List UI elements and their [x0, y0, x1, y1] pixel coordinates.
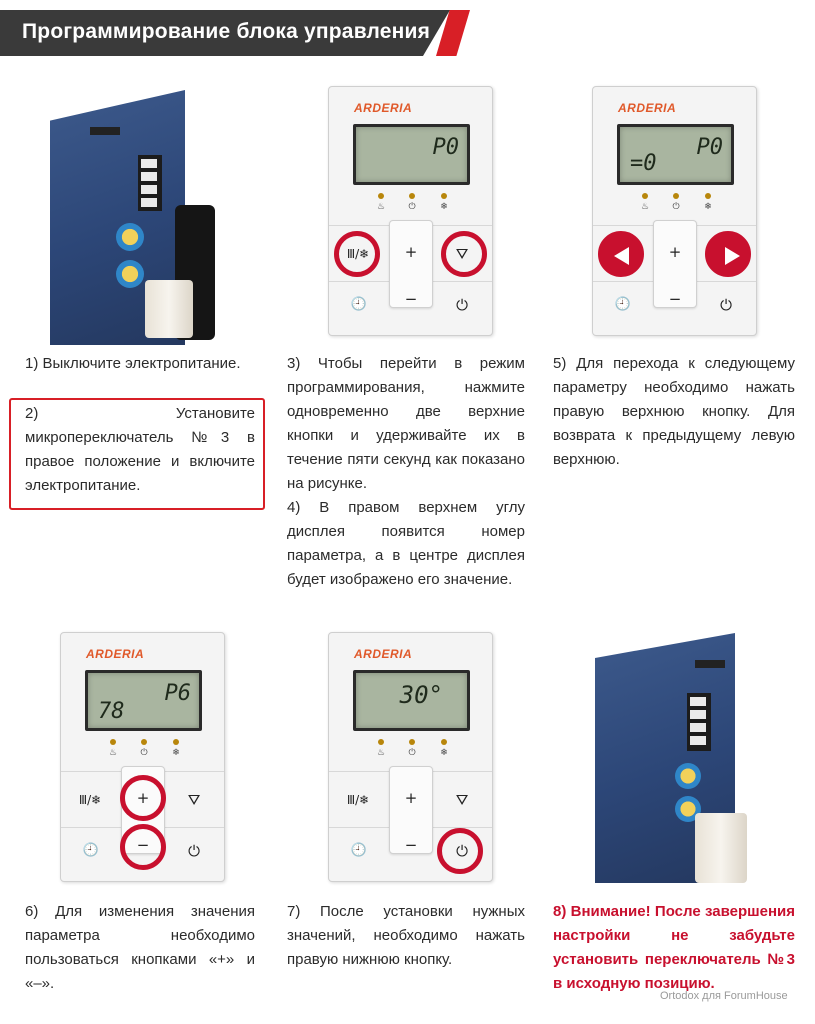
lcd-display	[353, 124, 470, 185]
control-panel-step7	[328, 632, 493, 882]
highlight-ring	[437, 828, 483, 874]
plus-button[interactable]: +	[668, 243, 682, 261]
step-2-text: 2) Установите микропереключатель №3 в правое положение и включите электропитание.	[25, 405, 255, 494]
potentiometer	[675, 763, 701, 789]
param-value: 78	[98, 699, 125, 724]
snowflake-icon: ❄	[172, 747, 180, 757]
param-code: P0	[696, 135, 723, 160]
power-button[interactable]: ⏻	[188, 842, 200, 860]
lcd-display	[617, 124, 734, 185]
led	[409, 739, 415, 745]
plus-button[interactable]: +	[404, 243, 418, 261]
power-button[interactable]: ⏻	[456, 842, 468, 860]
tap-button[interactable]: ⛛	[455, 791, 469, 809]
button-area	[329, 771, 492, 882]
power-icon: ⏻	[672, 201, 680, 211]
plus-button[interactable]: +	[404, 789, 418, 807]
step-8-warning: 8) Внимание! После завершения настройки не забудьте установить переключатель №3 в исходную позицию.	[553, 903, 795, 992]
led	[141, 739, 147, 745]
heat-snow-button[interactable]: Ⅲ/❄	[78, 793, 102, 807]
dip-switch	[687, 693, 711, 751]
highlight-ring	[120, 824, 166, 870]
power-icon: ⏻	[408, 747, 416, 757]
dip-switch	[138, 155, 162, 211]
heat-snow-button[interactable]: Ⅲ/❄	[346, 247, 370, 261]
temperature-value: 30°	[399, 681, 443, 709]
snowflake-icon: ❄	[440, 747, 448, 757]
brand-logo: ARDERIA	[354, 647, 413, 661]
heat-snow-button[interactable]: Ⅲ/❄	[346, 793, 370, 807]
control-panel-step6	[60, 632, 225, 882]
power-button[interactable]: ⏻	[720, 296, 732, 314]
clock-button[interactable]: 🕘	[82, 843, 100, 858]
step-1-text: 1) Выключите электропитание.	[25, 355, 241, 372]
watermark: Ortodox для ForumHouse	[660, 990, 788, 1002]
step-7-text: 7) После установки нужных значений, необходимо нажать правую нижнюю кнопку.	[287, 903, 525, 968]
button-area	[593, 225, 756, 336]
step-3-text: 3) Чтобы перейти в режим программирования, нажмите одновременно две верхние кнопки и удерживайте их в течение пяти секунд как показано на рисунке.	[287, 355, 525, 492]
param-value: =0	[630, 151, 657, 176]
right-arrow-button[interactable]	[705, 231, 751, 277]
led	[378, 193, 384, 199]
tap-button[interactable]: ⛛	[187, 791, 201, 809]
led	[441, 193, 447, 199]
power-icon: ⏻	[140, 747, 148, 757]
plus-button[interactable]: +	[136, 789, 150, 807]
control-panel-step3	[328, 86, 493, 336]
highlight-ring	[441, 231, 487, 277]
tap-button[interactable]: ⛛	[455, 245, 469, 263]
connector-plug	[145, 280, 193, 338]
button-area	[329, 225, 492, 336]
flame-icon: ♨	[376, 747, 386, 757]
highlight-ring	[120, 775, 166, 821]
control-panel-step5	[592, 86, 757, 336]
step-6-text: 6) Для изменения значения параметра необходимо пользоваться кнопками «+» и «–».	[25, 903, 255, 992]
snowflake-icon: ❄	[440, 201, 448, 211]
chip	[90, 127, 120, 135]
potentiometer	[116, 260, 144, 288]
brand-logo: ARDERIA	[354, 101, 413, 115]
brand-logo: ARDERIA	[86, 647, 145, 661]
led	[409, 193, 415, 199]
arrow-left-icon	[614, 247, 629, 265]
button-area	[61, 771, 224, 882]
led	[705, 193, 711, 199]
power-icon: ⏻	[408, 201, 416, 211]
power-button[interactable]: ⏻	[456, 296, 468, 314]
flame-icon: ♨	[108, 747, 118, 757]
indicator-leds	[375, 739, 449, 761]
left-arrow-button[interactable]	[598, 231, 644, 277]
clock-button[interactable]: 🕘	[614, 297, 632, 312]
snowflake-icon: ❄	[704, 201, 712, 211]
indicator-leds	[375, 193, 449, 215]
minus-button[interactable]: −	[404, 836, 418, 854]
potentiometer	[116, 223, 144, 251]
minus-button[interactable]: −	[668, 290, 682, 308]
led	[110, 739, 116, 745]
control-board-photo-1	[50, 75, 220, 340]
arrow-right-icon	[725, 247, 740, 265]
flame-icon: ♨	[640, 201, 650, 211]
param-code: P0	[432, 135, 459, 160]
minus-button[interactable]: −	[404, 290, 418, 308]
minus-button[interactable]: −	[136, 836, 150, 854]
indicator-leds	[639, 193, 713, 215]
led	[642, 193, 648, 199]
clock-button[interactable]: 🕘	[350, 297, 368, 312]
step-5-text: 5) Для перехода к следующему параметру необходимо нажать правую верхнюю кнопку. Для возврата к предыдущему левую верхнюю.	[553, 355, 795, 468]
connector-plug	[695, 813, 747, 883]
highlight-ring	[334, 231, 380, 277]
param-code: P6	[164, 681, 191, 706]
led	[173, 739, 179, 745]
led	[673, 193, 679, 199]
control-board-photo-2	[595, 618, 765, 888]
led	[378, 739, 384, 745]
clock-button[interactable]: 🕘	[350, 843, 368, 858]
lcd-display	[85, 670, 202, 731]
header-banner	[0, 10, 470, 56]
lcd-display	[353, 670, 470, 731]
brand-logo: ARDERIA	[618, 101, 677, 115]
flame-icon: ♨	[376, 201, 386, 211]
step-4-text: 4) В правом верхнем углу дисплея появится номер параметра, а в центре дисплея будет изображено его значение.	[287, 499, 525, 588]
chip	[695, 660, 725, 668]
page-title: Программирование блока управления	[22, 20, 431, 43]
led	[441, 739, 447, 745]
indicator-leds	[107, 739, 181, 761]
